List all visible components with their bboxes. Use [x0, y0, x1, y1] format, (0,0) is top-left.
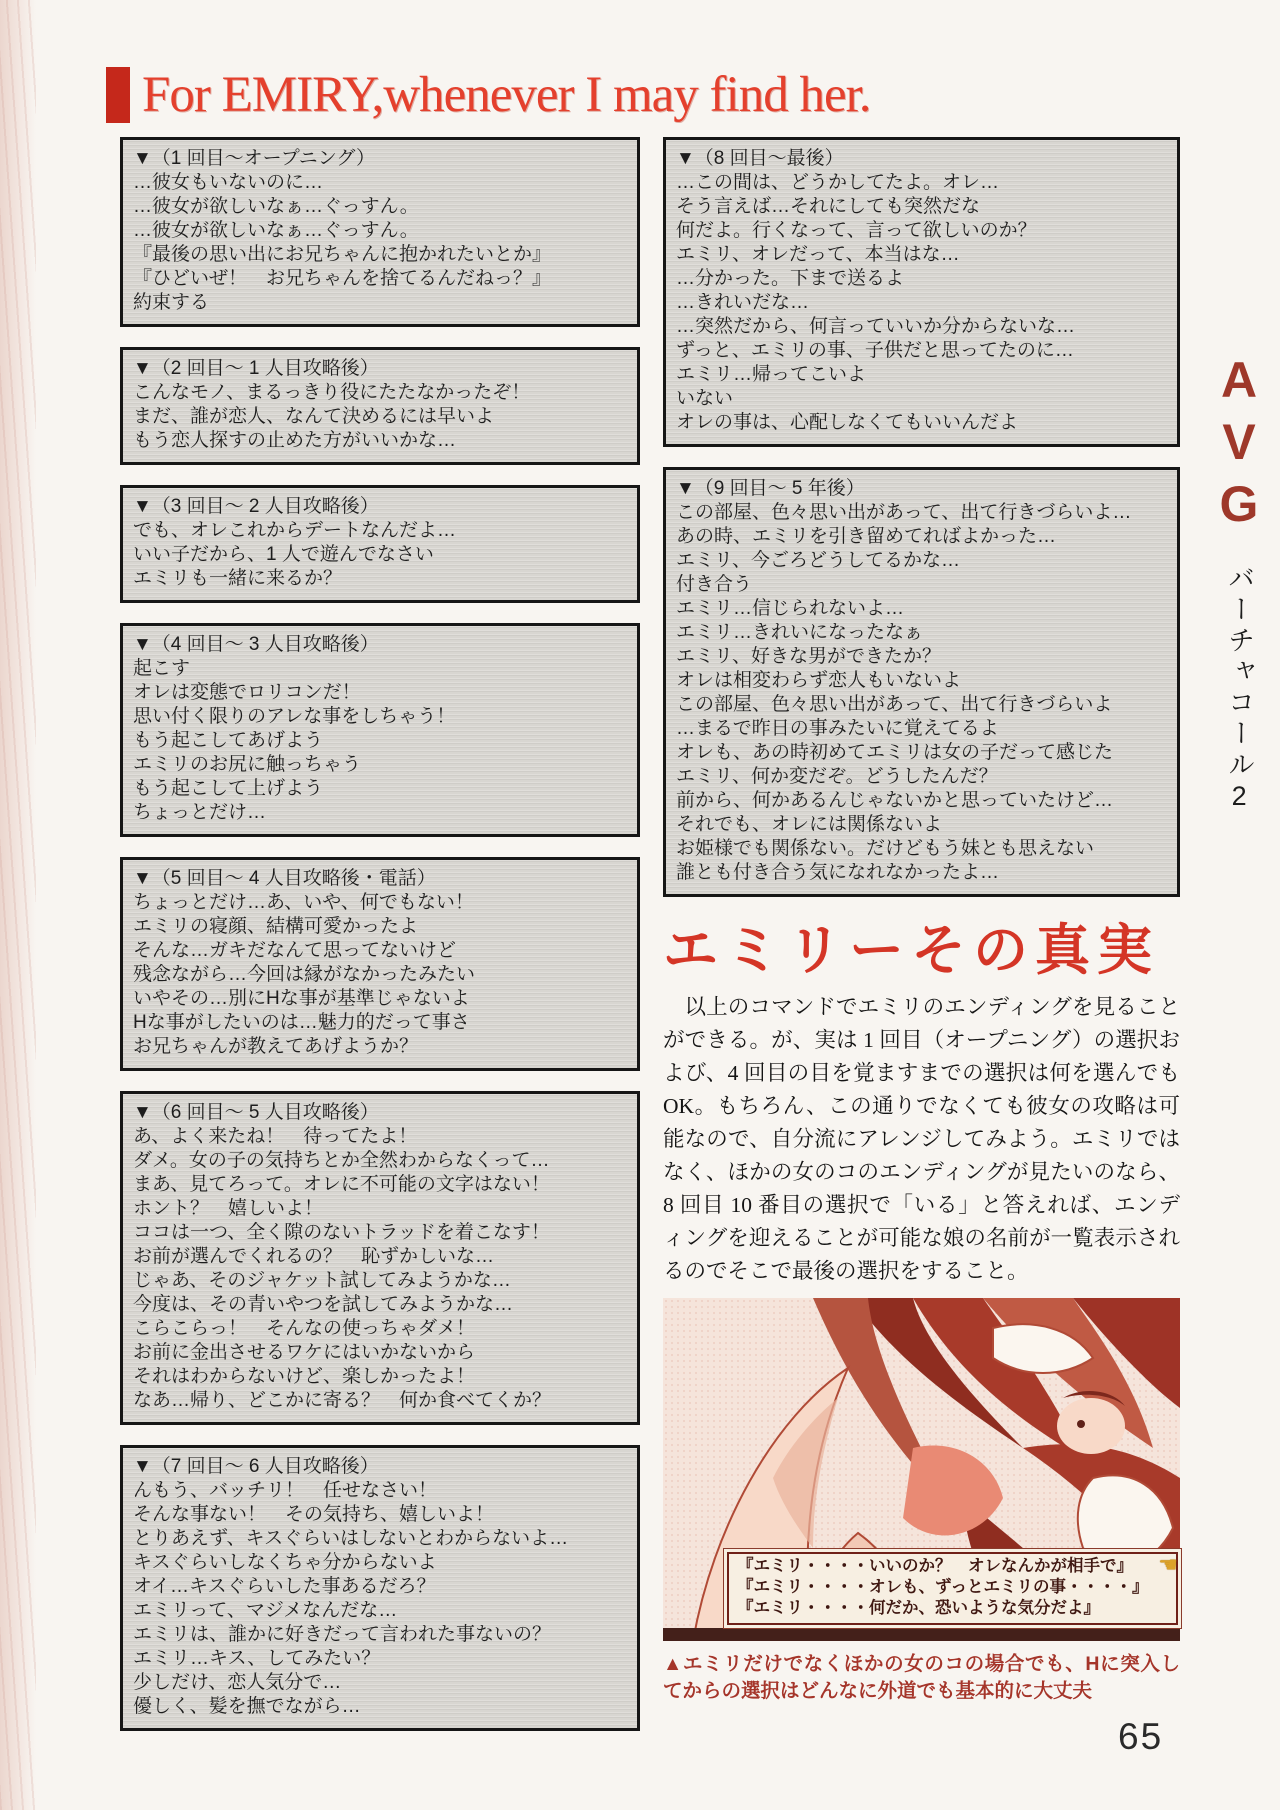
text-line: あ、よく来たね！ 待ってたよ！ — [133, 1126, 418, 1147]
text-line: それでも、オレには関係ないよ — [676, 814, 943, 835]
command-box-5 — [120, 857, 640, 1071]
command-box-lines — [133, 657, 627, 825]
paper-binding-edge — [0, 0, 36, 1810]
dialog-line: 『エミリ・・・・オレも、ずっとエミリの事・・・・』 — [737, 1578, 1149, 1596]
section-heading: エミリーその真実 — [663, 920, 1160, 981]
margin-tab — [1211, 352, 1267, 815]
text-line: エミリは、誰かに好きだって言われた事ないの？ — [133, 1624, 552, 1645]
text-line: お兄ちゃんが教えてあげようか？ — [133, 1036, 419, 1057]
command-box-header: ▼（5 回目～ 4 人目攻略後・電話） — [133, 868, 436, 889]
text-line: エミリ…信じられないよ… — [676, 598, 905, 619]
text-line: いやその…別にHな事が基準じゃないよ — [133, 988, 470, 1009]
command-box-header: ▼（7 回目～ 6 人目攻略後） — [133, 1456, 379, 1477]
text-line: それはわからないけど、楽しかったよ！ — [133, 1366, 476, 1387]
text-line: オレは相変わらず恋人もいないよ — [676, 670, 962, 691]
command-box-header: ▼（8 回目～最後） — [676, 148, 844, 169]
command-column-left — [120, 137, 640, 1731]
dialog-line: 『エミリ・・・・何だか、恐いような気分だよ』 — [737, 1599, 1100, 1617]
text-line: なあ…帰り、どこかに寄る？ 何か食べてくか？ — [133, 1390, 552, 1411]
command-box-lines — [133, 1125, 627, 1413]
text-line: 少しだけ、恋人気分で… — [133, 1672, 342, 1693]
text-line: んもう、バッチリ！ 任せなさい！ — [133, 1480, 438, 1501]
text-line: …きれいだな… — [676, 292, 810, 313]
text-line: こらこらっ！ そんなの使っちゃダメ！ — [133, 1318, 476, 1339]
command-box-lines — [676, 501, 1167, 885]
text-line: お前が選んでくれるの？ 恥ずかしいな… — [133, 1246, 495, 1267]
text-line: エミリって、マジメなんだな… — [133, 1600, 398, 1621]
command-box-9 — [663, 467, 1180, 897]
command-box-4 — [120, 623, 640, 837]
text-line: …彼女が欲しいなぁ…ぐっすん。 — [133, 196, 419, 217]
article-section — [663, 917, 1180, 1705]
page-number: 65 — [1118, 1716, 1164, 1757]
text-line: まあ、見てろって。オレに不可能の文字はない！ — [133, 1174, 550, 1195]
text-line: エミリのお尻に触っちゃう — [133, 754, 362, 775]
command-box-header: ▼（2 回目～ 1 人目攻略後） — [133, 358, 379, 379]
text-line: 『最後の思い出にお兄ちゃんに抱かれたいとか』 — [133, 244, 552, 265]
text-line: 付き合う — [676, 574, 753, 595]
command-box-lines — [133, 891, 627, 1059]
command-box-lines — [133, 381, 627, 453]
text-line: もう起こしてあげよう — [133, 730, 324, 751]
text-line: 今度は、その青いやつを試してみようかな… — [133, 1294, 514, 1315]
text-line: ずっと、エミリの事、子供だと思ってたのに… — [676, 340, 1074, 361]
text-line: オレも、あの時初めてエミリは女の子だって感じた — [676, 742, 1114, 763]
command-box-lines — [133, 519, 627, 591]
text-line: お前に金出させるワケにはいかないから — [133, 1342, 476, 1363]
text-line: エミリ、オレだって、本当はな… — [676, 244, 960, 265]
command-box-header: ▼（6 回目～ 5 人目攻略後） — [133, 1102, 379, 1123]
text-line: オレの事は、心配しなくてもいいんだよ — [676, 412, 1019, 433]
text-line: エミリ、何か変だぞ。どうしたんだ？ — [676, 766, 998, 787]
text-line: 誰とも付き合う気になれなかったよ… — [676, 862, 1000, 883]
text-line: そう言えば…それにしても突然だな — [676, 196, 981, 217]
text-line: 約束する — [133, 292, 210, 313]
text-line: ちょっとだけ… — [133, 802, 267, 823]
screenshot-caption: ▲エミリだけでなくほかの女のコの場合でも、Hに突入してからの選択はどんなに外道でも基本的に大丈夫 — [663, 1653, 1180, 1702]
command-box-1 — [120, 137, 640, 327]
text-line: …まるで昨日の事みたいに覚えてるよ — [676, 718, 999, 739]
page-header — [106, 66, 871, 124]
margin-game-title: バーチャコール2 — [1224, 564, 1255, 815]
section-body-text: 以上のコマンドでエミリのエンディングを見ることができる。が、実は 1 回目（オープニング）の選択および、4 回目の目を覚ますまでの選択は何を選んでもOK。もちろん、この通りでなくても彼女の攻略は可能なので、自分流にアレンジしてみよう。エミリではなく、ほかの女のコのエンディングが見たいのなら、8 回目 10 番目の選択で「いる」と答えれば、エンディングを迎えることが可能な娘の名前が一覧表示されるのでそこで最後の選択をすること。 — [663, 995, 1180, 1283]
text-line: 『ひどいぜ！ お兄ちゃんを捨てるんだねっ？』 — [133, 268, 552, 289]
text-line: 何だよ。行くなって、言って欲しいのか？ — [676, 220, 1037, 241]
text-line: 起こす — [133, 658, 191, 679]
text-line: そんな…ガキだなんて思ってないけど — [133, 940, 457, 961]
text-line: …分かった。下まで送るよ — [676, 268, 905, 289]
text-line: じゃあ、そのジャケット試してみようかな… — [133, 1270, 511, 1291]
game-dialog-box — [727, 1552, 1178, 1625]
text-line: いい子だから、1 人で遊んでなさい — [133, 544, 434, 565]
command-column-right — [663, 137, 1180, 1705]
text-line: エミリ、好きな男ができたか？ — [676, 646, 942, 667]
text-line: ココは一つ、全く隙のないトラッドを着こなす！ — [133, 1222, 550, 1243]
command-box-6 — [120, 1091, 640, 1425]
text-line: お姫様でも関係ない。だけどもう妹とも思えない — [676, 838, 1095, 859]
text-line: …この間は、どうかしてたよ。オレ… — [676, 172, 1000, 193]
text-line: エミリ、今ごろどうしてるかな… — [676, 550, 961, 571]
text-line: とりあえず、キスぐらいはしないとわからないよ… — [133, 1528, 569, 1549]
command-box-header: ▼（1 回目～オープニング） — [133, 148, 375, 169]
hand-cursor-icon: ☚ — [1158, 1552, 1178, 1577]
command-box-8 — [663, 137, 1180, 447]
command-box-7 — [120, 1445, 640, 1731]
text-line: エミリ…きれいになったなぁ — [676, 622, 924, 643]
text-line: もう起こして上げよう — [133, 778, 324, 799]
text-line: エミリ…帰ってこいよ — [676, 364, 867, 385]
margin-genre-label: AVG — [1211, 352, 1267, 538]
text-line: まだ、誰が恋人、なんて決めるには早いよ — [133, 406, 495, 427]
command-box-lines — [676, 171, 1167, 435]
command-box-2 — [120, 347, 640, 465]
text-line: …彼女もいないのに… — [133, 172, 324, 193]
command-box-header: ▼（3 回目～ 2 人目攻略後） — [133, 496, 379, 517]
dialog-line: 『エミリ・・・・いいのか？ オレなんかが相手で』 — [737, 1557, 1133, 1575]
game-screenshot-illustration — [663, 1298, 1180, 1641]
text-line: 前から、何かあるんじゃないかと思っていたけど… — [676, 790, 1114, 811]
text-line: …彼女が欲しいなぁ…ぐっすん。 — [133, 220, 419, 241]
text-line: エミリも一緒に来るか？ — [133, 568, 343, 589]
command-box-header: ▼（4 回目～ 3 人目攻略後） — [133, 634, 379, 655]
command-box-lines — [133, 171, 627, 315]
text-line: オイ…キスぐらいした事あるだろ？ — [133, 1576, 436, 1597]
text-line: オレは変態でロリコンだ！ — [133, 682, 361, 703]
text-line: エミリ…キス、してみたい？ — [133, 1648, 381, 1669]
text-line: ホント？ 嬉しいよ！ — [133, 1198, 324, 1219]
text-line: 優しく、髪を撫でながら… — [133, 1696, 361, 1717]
text-line: キスぐらいしなくちゃ分からないよ — [133, 1552, 437, 1573]
text-line: エミリの寝顔、結構可愛かったよ — [133, 916, 419, 937]
command-box-header: ▼（9 回目～ 5 年後） — [676, 478, 865, 499]
page-title: For EMIRY,whenever I may find her. — [142, 67, 871, 123]
text-line: 思い付く限りのアレな事をしちゃう！ — [133, 706, 456, 727]
command-box-lines — [133, 1479, 627, 1719]
text-line: …突然だから、何言っていいか分からないな… — [676, 316, 1076, 337]
text-line: でも、オレこれからデートなんだよ… — [133, 520, 457, 541]
text-line: Hな事がしたいのは…魅力的だって事さ — [133, 1012, 470, 1033]
text-line: そんな事ない！ その気持ち、嬉しいよ！ — [133, 1504, 495, 1525]
text-line: ダメ。女の子の気持ちとか全然わからなくって… — [133, 1150, 550, 1171]
text-line: 残念ながら…今回は縁がなかったみたい — [133, 964, 476, 985]
text-line: いない — [676, 388, 734, 409]
text-line: この部屋、色々思い出があって、出て行きづらいよ — [676, 694, 1113, 715]
title-accent-block — [106, 67, 130, 123]
text-line: この部屋、色々思い出があって、出て行きづらいよ… — [676, 502, 1132, 523]
text-line: こんなモノ、まるっきり役にたたなかったぞ！ — [133, 382, 531, 403]
text-line: ちょっとだけ…あ、いや、何でもない！ — [133, 892, 474, 913]
text-line: もう恋人探すの止めた方がいいかな… — [133, 430, 457, 451]
command-box-3 — [120, 485, 640, 603]
text-line: あの時、エミリを引き留めてればよかった… — [676, 526, 1057, 547]
